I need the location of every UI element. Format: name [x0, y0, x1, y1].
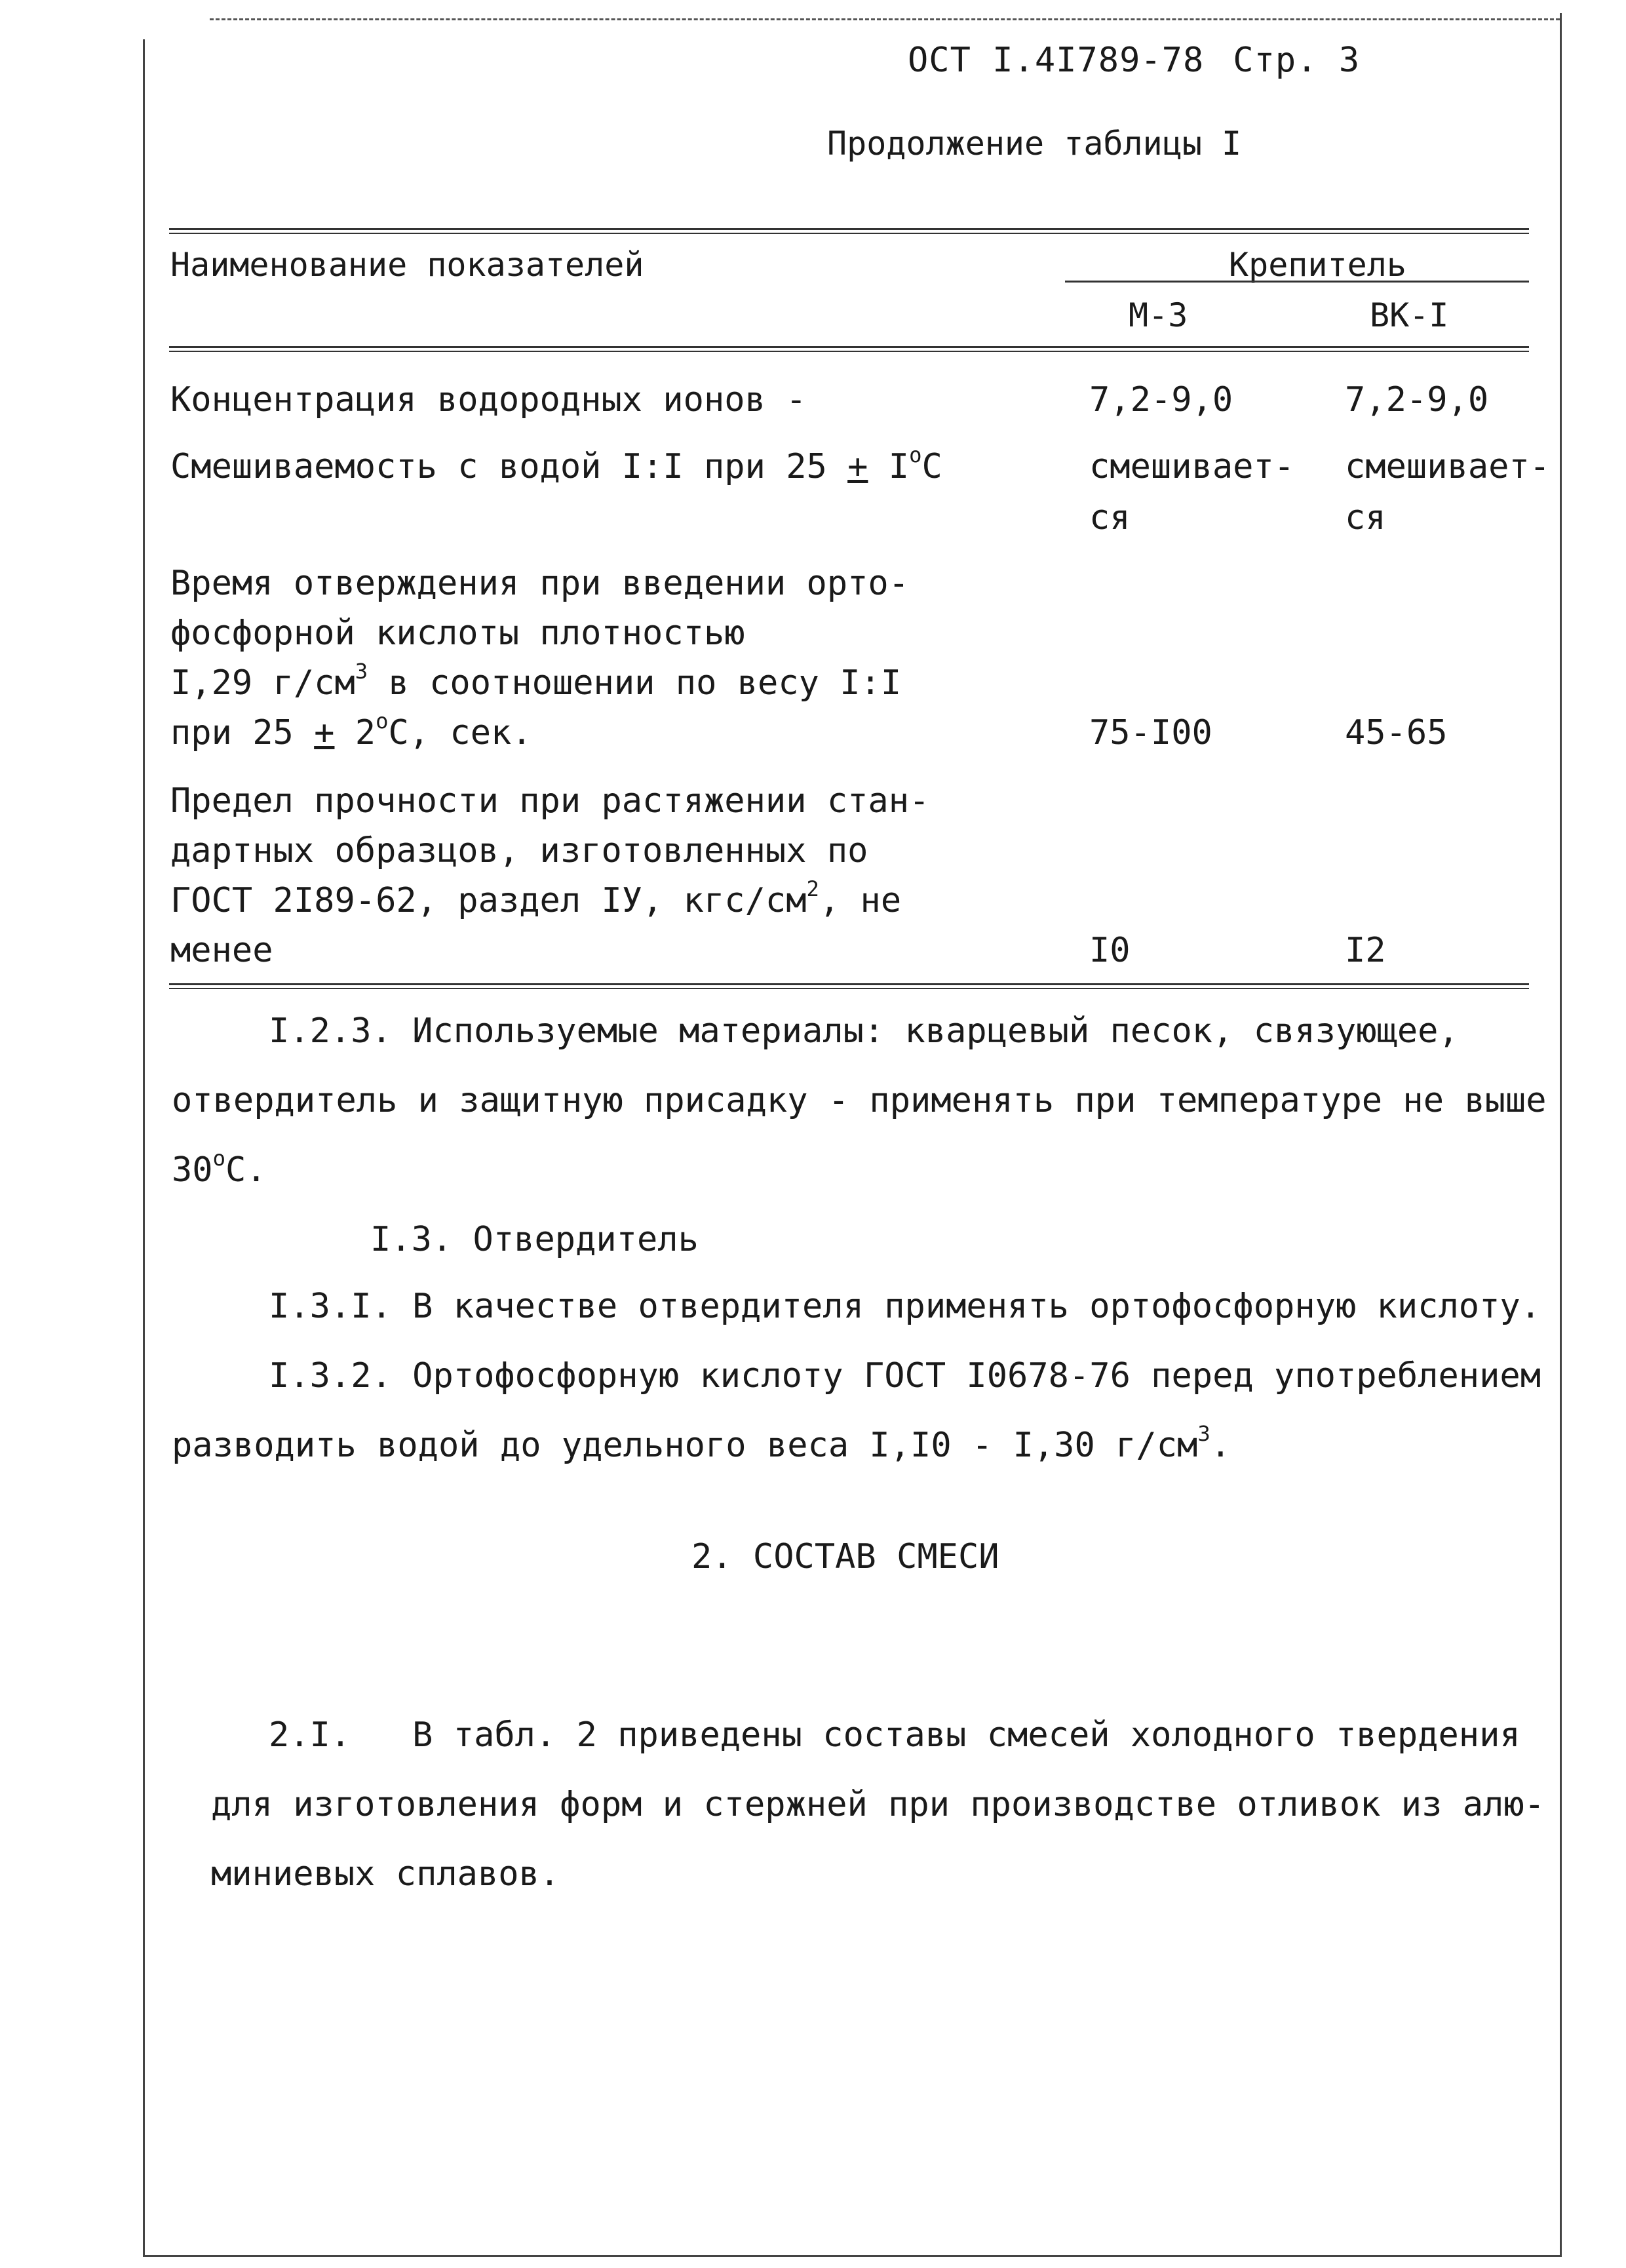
table-cell-m3: смешивает- [1089, 447, 1295, 486]
table-row-name: менее [170, 931, 273, 970]
table-cell-m3: I0 [1089, 931, 1131, 970]
table-cell-vk1: смешивает- [1345, 447, 1551, 486]
paragraph-1-3-2: I.3.2. Ортофосфорную кислоту ГОСТ I0678-76 перед употреблением [269, 1356, 1541, 1396]
table-row-name: I,29 $г/см^3$ в соотношении по весу I:I [170, 658, 902, 703]
column-header-m3: М-3 [1129, 296, 1188, 334]
table-row-name: ГОСТ 2I89-62, раздел IУ, кгс/$см^2$, не [170, 876, 902, 920]
paragraph-2-1-end: миниевых сплавов. [211, 1854, 560, 1894]
table-bottom-rule [169, 983, 1529, 985]
header-bottom-rule [169, 346, 1529, 348]
paragraph-1-3-2-cont: разводить водой до удельного веса I,I0 - I,30 $г/см^3$. [172, 1420, 1231, 1465]
paragraph-1-3-1: I.3.I. В качестве отвердителя применять ортофосфорную кислоту. [269, 1287, 1541, 1326]
table-cell-m3: 75-I00 [1089, 713, 1212, 753]
document-number: ОСТ I.4I789-78 [908, 41, 1205, 80]
column-header-name: Наименование показателей [170, 246, 644, 284]
table-caption: Продолжение таблицы I [827, 125, 1242, 163]
page-number: Стр. 3 [1233, 41, 1361, 80]
frame-top-line [210, 18, 1560, 20]
paragraph-1-2-3: I.2.3. Используемые материалы: кварцевый песок, связующее, [269, 1011, 1459, 1051]
table-row-name: дартных образцов, изготовленных по [170, 831, 868, 870]
frame-right-line [1560, 13, 1562, 2255]
table-cell-m3: ся [1089, 498, 1131, 538]
table-row-name: Концентрация водородных ионов - [170, 380, 807, 420]
table-cell-m3: 7,2-9,0 [1089, 380, 1233, 420]
table-row-name: при $25 + 2^oC$, сек. [170, 708, 532, 753]
table-cell-vk1: ся [1345, 498, 1386, 538]
column-header-vk1: ВК-I [1370, 296, 1449, 334]
column-group-header: Крепитель [1229, 246, 1406, 284]
table-cell-vk1: I2 [1345, 931, 1386, 970]
frame-left-line [143, 39, 145, 2255]
paragraph-1-2-3-cont: отвердитель и защитную присадку - применять при температуре не выше [172, 1081, 1547, 1120]
section-heading-1-3: I.3. Отвердитель [370, 1220, 699, 1259]
page-header [908, 41, 1389, 80]
paragraph-2-1-cont: для изготовления форм и стержней при производстве отливок из алю- [211, 1785, 1545, 1824]
table-row-name: фосфорной кислоты плотностью [170, 614, 745, 653]
table-row-name: Смешиваемость с водой I:I при $25 + I^oC$ [170, 442, 942, 486]
frame-bottom-line [143, 2255, 1562, 2257]
paragraph-2-1: 2.I. В табл. 2 приведены составы смесей холодного твердения [269, 1715, 1520, 1755]
table-cell-vk1: 7,2-9,0 [1345, 380, 1489, 420]
table-cell-vk1: 45-65 [1345, 713, 1448, 753]
group-header-rule [1065, 281, 1529, 283]
section-title-2: 2. СОСТАВ СМЕСИ [691, 1537, 999, 1576]
table-top-rule [169, 228, 1529, 230]
table-row-name: Предел прочности при растяжении стан- [170, 781, 930, 821]
table-row-name: Время отверждения при введении орто- [170, 564, 910, 603]
paragraph-1-2-3-end: 30$^o$C. [172, 1145, 267, 1190]
